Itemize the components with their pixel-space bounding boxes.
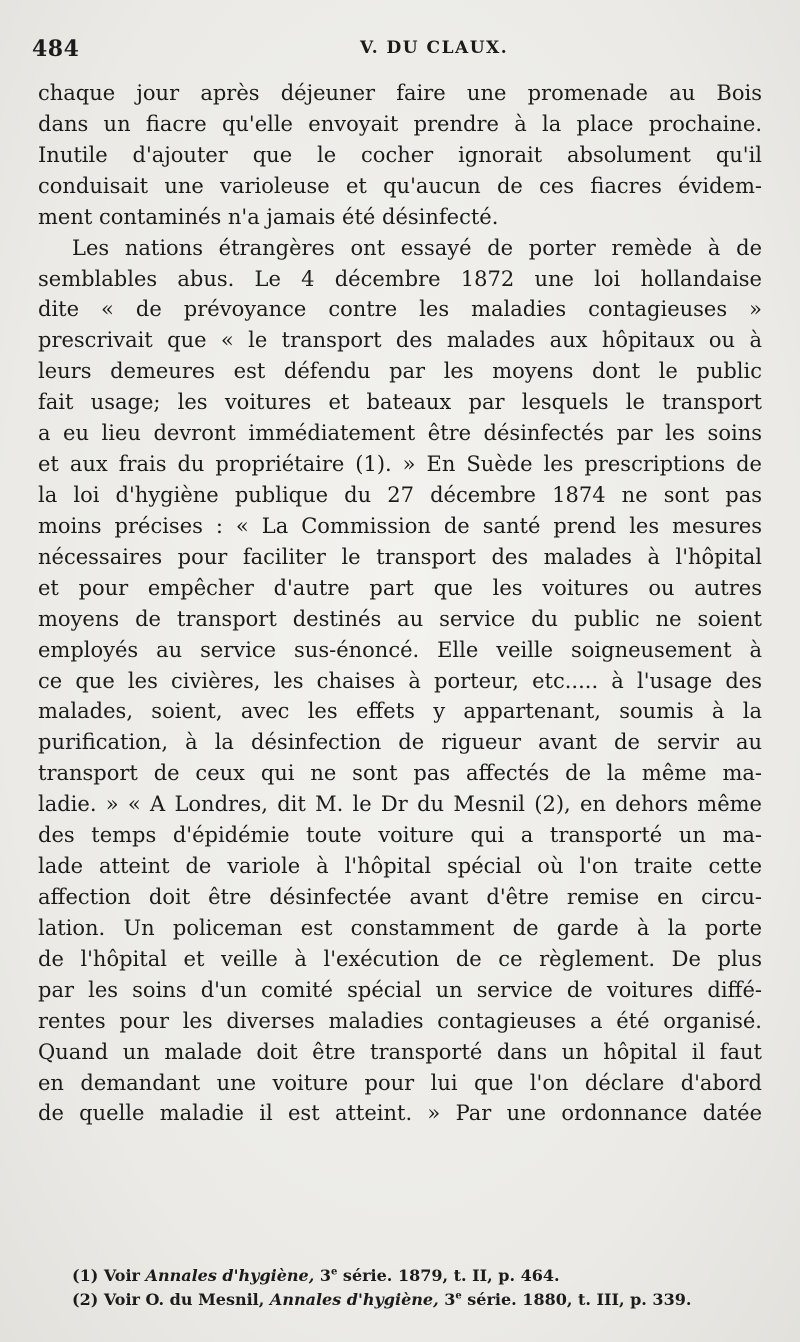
footnote-marker: (2) Voir O. du Mesnil, xyxy=(72,1290,270,1309)
text-line: moyens de transport destinés au service du public ne soient xyxy=(38,606,762,631)
body-text xyxy=(38,78,762,1129)
text-line: rentes pour les diverses maladies contagieuses a été organisé. xyxy=(38,1008,762,1033)
paragraph-start-line: Les nations étrangères ont essayé de porter remède à de xyxy=(72,235,762,260)
text-line: transport de ceux qui ne sont pas affectés de la même ma- xyxy=(38,761,762,786)
text-line: employés au service sus-énoncé. Elle veille soigneusement à xyxy=(38,637,762,662)
text-line: ment contaminés n'a jamais été désinfecté. xyxy=(38,204,499,229)
text-line: leurs demeures est défendu par les moyens dont le public xyxy=(38,359,762,384)
text-line: lade atteint de variole à l'hôpital spécial où l'on traite cette xyxy=(38,854,762,879)
footnote-1 xyxy=(72,1264,772,1288)
text-line: a eu lieu devront immédiatement être désinfectés par les soins xyxy=(38,421,762,446)
text-line: la loi d'hygiène publique du 27 décembre 1874 ne sont pas xyxy=(38,482,762,507)
footnote-source-title: Annales d'hygiène, xyxy=(145,1266,315,1285)
footnote-series-number: 3 xyxy=(314,1266,331,1285)
footnote-series-superscript: e xyxy=(330,1266,338,1278)
text-line: dite « de prévoyance contre les maladies contagieuses » xyxy=(38,297,762,322)
text-line: purification, à la désinfection de rigueur avant de servir au xyxy=(38,730,762,755)
text-line: nécessaires pour faciliter le transport des malades à l'hôpital xyxy=(38,544,762,569)
text-line: des temps d'épidémie toute voiture qui a transporté un ma- xyxy=(38,823,762,848)
footnotes xyxy=(72,1264,772,1312)
text-line: conduisait une varioleuse et qu'aucun de ces fiacres évidem- xyxy=(38,173,762,198)
text-line: par les soins d'un comité spécial un service de voitures diffé- xyxy=(38,977,762,1002)
text-line: de quelle maladie il est atteint. » Par une ordonnance datée xyxy=(38,1101,762,1126)
footnote-citation: série. 1879, t. II, p. 464. xyxy=(337,1266,560,1285)
text-line: chaque jour après déjeuner faire une promenade au Bois xyxy=(38,81,762,105)
text-line: et aux frais du propriétaire (1). » En Suède les prescriptions de xyxy=(38,452,762,477)
text-line: ce que les civières, les chaises à porteur, etc..... à l'usage des xyxy=(38,668,762,693)
footnote-series-number: 3 xyxy=(438,1290,456,1309)
page-number: 484 xyxy=(32,36,80,62)
text-line: affection doit être désinfectée avant d'être remise en circu- xyxy=(38,884,762,909)
footnote-citation: série. 1880, t. III, p. 339. xyxy=(461,1290,692,1309)
text-line: malades, soient, avec les effets y appartenant, soumis à la xyxy=(38,699,762,724)
text-line: moins précises : « La Commission de santé prend les mesures xyxy=(38,513,762,538)
footnote-marker: (1) Voir xyxy=(72,1266,146,1285)
text-line: Inutile d'ajouter que le cocher ignorait absolument qu'il xyxy=(38,142,762,167)
text-line: ladie. » « A Londres, dit M. le Dr du Mesnil (2), en dehors même xyxy=(38,792,762,817)
footnote-source-title: Annales d'hygiène, xyxy=(269,1290,439,1309)
text-line: en demandant une voiture pour lui que l'on déclare d'abord xyxy=(38,1070,762,1095)
text-line: semblables abus. Le 4 décembre 1872 une loi hollandaise xyxy=(38,266,762,291)
running-head xyxy=(32,36,762,66)
running-head-author: V. DU CLAUX. xyxy=(360,38,509,58)
footnote-series-superscript: e xyxy=(455,1290,462,1302)
text-line: prescrivait que « le transport des malades aux hôpitaux ou à xyxy=(38,328,762,353)
text-line: lation. Un policeman est constamment de garde à la porte xyxy=(38,915,762,940)
footnote-2 xyxy=(72,1288,772,1312)
text-line: fait usage; les voitures et bateaux par lesquels le transport xyxy=(38,390,762,415)
text-line: et pour empêcher d'autre part que les voitures ou autres xyxy=(38,575,762,600)
text-line: Quand un malade doit être transporté dans un hôpital il faut xyxy=(38,1039,762,1064)
text-line: de l'hôpital et veille à l'exécution de ce règlement. De plus xyxy=(38,946,762,971)
text-line: dans un fiacre qu'elle envoyait prendre à la place prochaine. xyxy=(38,111,762,136)
